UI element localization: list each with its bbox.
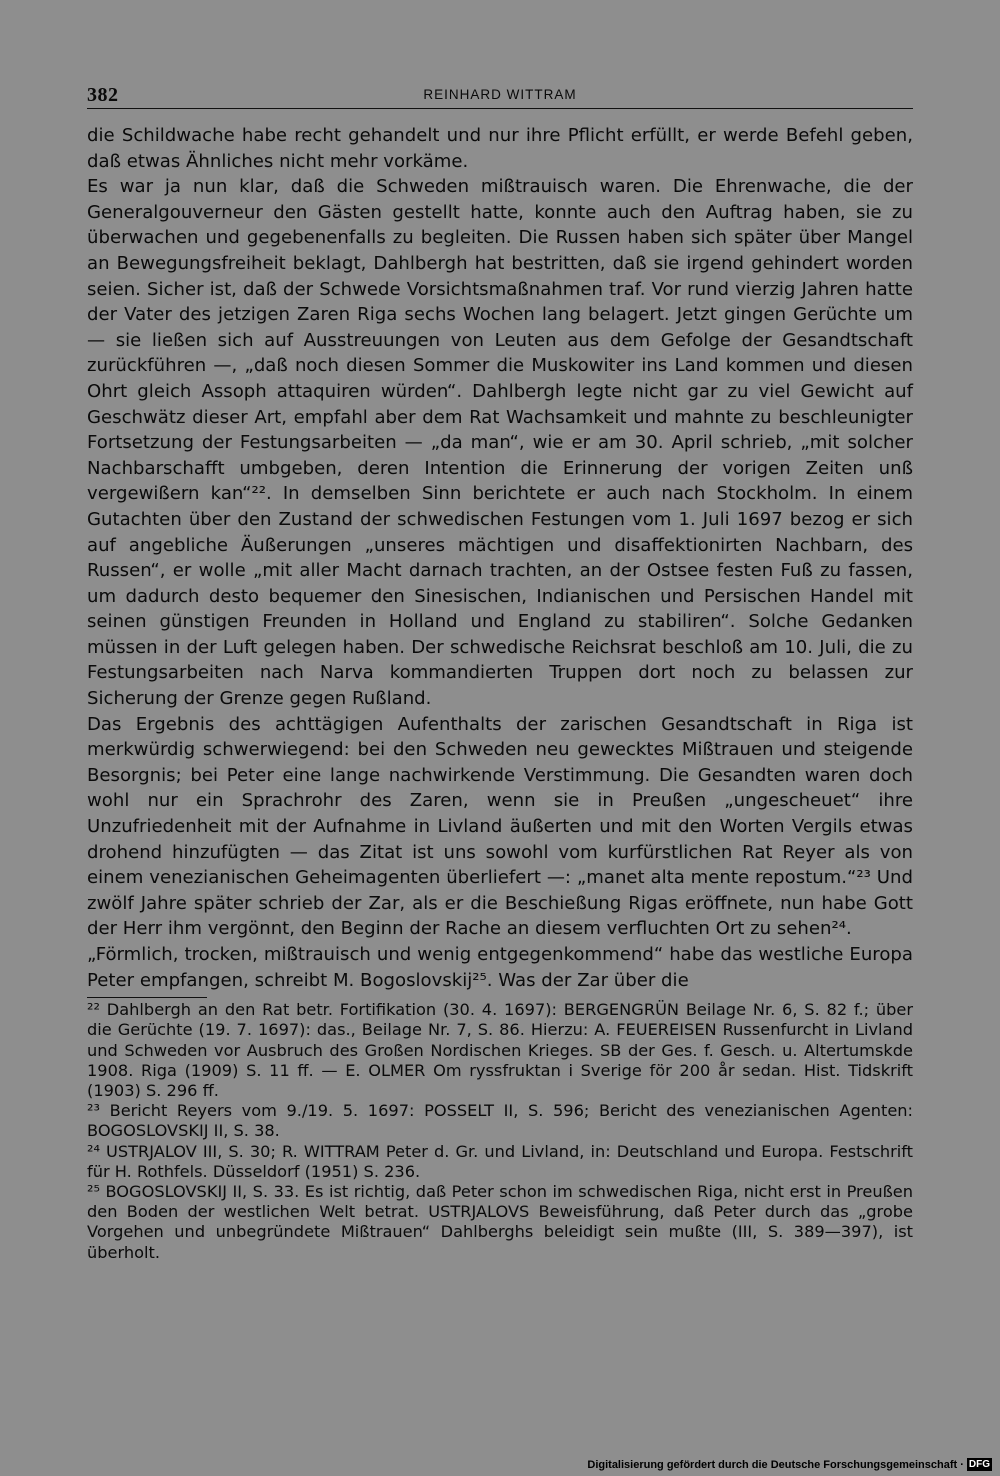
paragraph: die Schildwache habe recht gehandelt und nur ihre Pflicht erfüllt, er werde Befehl geben, daß etwas Ähnliches nicht mehr vorkäme. [87,125,913,172]
footnote: ²² Dahlbergh an den Rat betr. Fortifikation (30. 4. 1697): BERGENGRÜN Beilage Nr. 6, S. 82 f.; über die Gerüchte (19. 7. 1697): das., Beilage Nr. 7, S. 86. Hierzu: A. FEUEREISEN Russenfurcht in Livland und Schweden vor Ausbruch des Großen Nordischen Krieges. SB der Ges. f. Gesch. u. Altertumskde 1908. Riga (1909) S. 11 ff. — E. OLMER Om ryssfruktan i Sverige för 200 år sedan. Hist. Tidskrift (1903) S. 296 ff. [87,1000,913,1100]
footnote: ²³ Bericht Reyers vom 9./19. 5. 1697: POSSELT II, S. 596; Bericht des venezianischen Agenten: BOGOSLOVSKIJ II, S. 38. [87,1101,913,1141]
page-number: 382 [87,84,119,106]
body-text [87,123,913,993]
paragraph: „Förmlich, trocken, mißtrauisch und wenig entgegenkommend“ habe das westliche Europa Peter empfangen, schreibt M. Bogoslovskij²⁵. Was der Zar über die [87,944,913,991]
footnote: ²⁴ USTRJALOV III, S. 30; R. WITTRAM Peter d. Gr. und Livland, in: Deutschland und Europa. Festschrift für H. Rothfels. Düsseldorf (1951) S. 236. [87,1141,913,1181]
book-page [87,84,913,1263]
footnote: ²⁵ BOGOSLOVSKIJ II, S. 33. Es ist richtig, daß Peter schon im schwedischen Riga, nicht erst in Preußen den Boden der westlichen Welt betrat. USTRJALOVS Beweisführung, daß Peter durch das „grobe Vorgehen und unbegründete Mißtrauen“ Dahlberghs beleidigt sein mußte (III, S. 389—397), ist überholt. [87,1182,913,1262]
footnotes [87,1000,913,1263]
digitization-credit [587,1458,992,1471]
running-head: REINHARD WITTRAM [423,87,577,102]
paragraph: Es war ja nun klar, daß die Schweden mißtrauisch waren. Die Ehrenwache, die der Generalgouverneur den Gästen gestellt hatte, konnte auch den Auftrag haben, sie zu überwachen und gegebenenfalls zu begleiten. Die Russen haben sich später über Mangel an Bewegungsfreiheit beklagt, Dahlbergh hat bestritten, daß sie irgend gehindert worden seien. Sicher ist, daß der Schwede Vorsichtsmaßnahmen traf. Vor rund vierzig Jahren hatte der Vater des jetzigen Zaren Riga sechs Wochen lang belagert. Jetzt gingen Gerüchte um — sie ließen sich auf Ausstreuungen von Leuten aus dem Gefolge der Gesandtschaft zurückführen —, „daß noch diesen Sommer die Muskowiter ins Land kommen und diesen Ohrt gleich Assoph attaquiren würden“. Dahlbergh legte nicht gar zu viel Gewicht auf Geschwätz dieser Art, empfahl aber dem Rat Wachsamkeit und mahnte zu beschleunigter Fortsetzung der Festungsarbeiten — „da man“, wie er am 30. April schrieb, „mit solcher Nachbarschafft umbgeben, deren Intention die Erinnerung der vorigen Zeiten unß vergewißern kan“²². In demselben Sinn berichtete er auch nach Stockholm. In einem Gutachten über den Zustand der schwedischen Festungen vom 1. Juli 1697 bezog er sich auf angebliche Äußerungen „unseres mächtigen und disaffektionirten Nachbarn, des Russen“, er wolle „mit aller Macht darnach trachten, an der Ostsee festen Fuß zu fassen, um dadurch desto bequemer den Sinesischen, Indianischen und Persischen Handel mit seinen günstigen Freunden in Holland und England zu stabiliren“. Solche Gedanken müssen in der Luft gelegen haben. Der schwedische Reichsrat beschloß am 10. Juli, die zu Festungsarbeiten nach Narva kommandierten Truppen dort noch zu belassen zur Sicherung der Grenze gegen Rußland. [87,176,913,710]
footnote-divider [87,997,207,998]
dfg-logo: DFG [968,1459,990,1470]
paragraph: Das Ergebnis des achttägigen Aufenthalts der zarischen Gesandtschaft in Riga ist merkwürdig schwerwiegend: bei den Schweden neu gewecktes Mißtrauen und steigende Besorgnis; bei Peter eine lange nachwirkende Verstimmung. Die Gesandten waren doch wohl nur ein Sprachrohr des Zaren, wenn sie in Preußen „ungescheuet“ ihre Unzufriedenheit mit der Aufnahme in Livland äußerten und mit den Worten Vergils etwas drohend hinzufügten — das Zitat ist uns sowohl vom kurfürstlichen Rat Reyer als von einem venezianischen Geheimagenten überliefert —: „manet alta mente repostum.“²³ Und zwölf Jahre später schrieb der Zar, als er die Beschießung Rigas eröffnete, nun habe Gott der Herr ihm vergönnt, den Beginn der Rache an diesem verfluchten Ort zu sehen²⁴. [87,713,913,940]
credit-text: Digitalisierung gefördert durch die Deutsche Forschungsgemeinschaft · [587,1458,964,1471]
page-header [87,84,913,109]
